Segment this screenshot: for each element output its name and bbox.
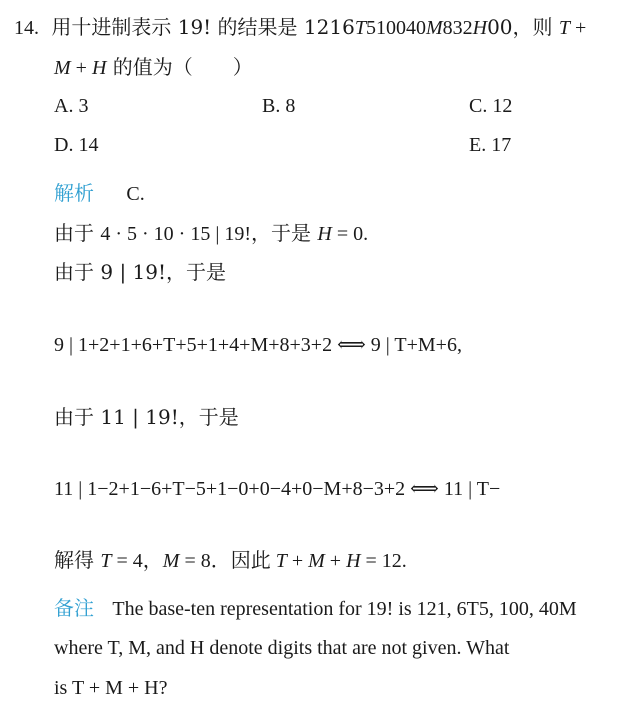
option-a[interactable]: A. 3 <box>54 95 89 117</box>
note-text-1: The base-ten representation for 19! is 121, 6T5, 100, 40M <box>112 598 577 620</box>
var-h: H <box>472 17 488 39</box>
var-m-2: M <box>54 57 71 79</box>
equation-mod-11: 11 | 1−2+1−6+T−5+1−0+0−4+0−M+8−3+2 ⟺ 11 | T− <box>54 478 501 500</box>
step1-prefix: 由于 <box>54 221 101 245</box>
result-prefix: 解得 <box>54 548 101 572</box>
note-line-1 <box>54 595 577 622</box>
solution-step-2: 由于 9 | 19!，于是 <box>54 260 227 284</box>
step1-math: 4 · 5 · 10 · 15 | 19! <box>100 223 252 245</box>
result-t: T <box>100 550 112 572</box>
solution-answer: C. <box>126 183 145 205</box>
question-line-1 <box>14 14 586 41</box>
step1-tail: = 0. <box>331 223 369 245</box>
var-t-2: T <box>558 17 571 39</box>
question-text-d: 00，则 <box>487 15 559 39</box>
note-line-2: where T, M, and H denote digits that are not given. What <box>54 637 510 659</box>
question-text-c: 832 <box>442 17 473 39</box>
question-text-e: + <box>570 17 587 39</box>
solution-step-3: 由于 11 | 19!，于是 <box>54 405 239 429</box>
result-sum-val: = 12. <box>360 550 407 572</box>
step1-mid: ，于是 <box>251 221 318 245</box>
var-m: M <box>425 17 443 39</box>
option-d[interactable]: D. 14 <box>54 134 99 156</box>
solution-step-1 <box>54 220 368 247</box>
result-m: M <box>162 550 180 572</box>
question-text-b: 510040 <box>365 17 426 39</box>
var-t: T <box>354 17 366 39</box>
result-sum-m: M <box>308 550 325 572</box>
plus-sign: + <box>70 57 92 79</box>
result-t-val: = 4， <box>111 550 163 572</box>
solution-header <box>54 180 145 207</box>
step1-var: H <box>317 223 332 245</box>
solution-result <box>54 547 407 574</box>
note-line-3: is T + M + H? <box>54 677 168 699</box>
result-sum-h: H <box>346 550 361 572</box>
result-sum-t: T <box>275 550 287 572</box>
option-e[interactable]: E. 17 <box>469 134 512 156</box>
option-b[interactable]: B. 8 <box>262 95 296 117</box>
question-tail: 的值为（ ） <box>106 55 253 79</box>
equation-mod-9: 9 | 1+2+1+6+T+5+1+4+M+8+3+2 ⟺ 9 | T+M+6, <box>54 334 462 356</box>
note-tag: 备注 <box>54 596 94 620</box>
question-text-a: 用十进制表示 19! 的结果是 1216 <box>51 15 355 39</box>
result-m-val: = 8．因此 <box>179 550 276 572</box>
question-line-2 <box>54 54 253 81</box>
result-sum-plus1: + <box>286 550 309 572</box>
result-sum-plus2: + <box>324 550 347 572</box>
solution-tag: 解析 <box>54 181 94 205</box>
option-c[interactable]: C. 12 <box>469 95 513 117</box>
var-h-2: H <box>91 57 107 79</box>
question-number: 14. <box>14 17 39 39</box>
